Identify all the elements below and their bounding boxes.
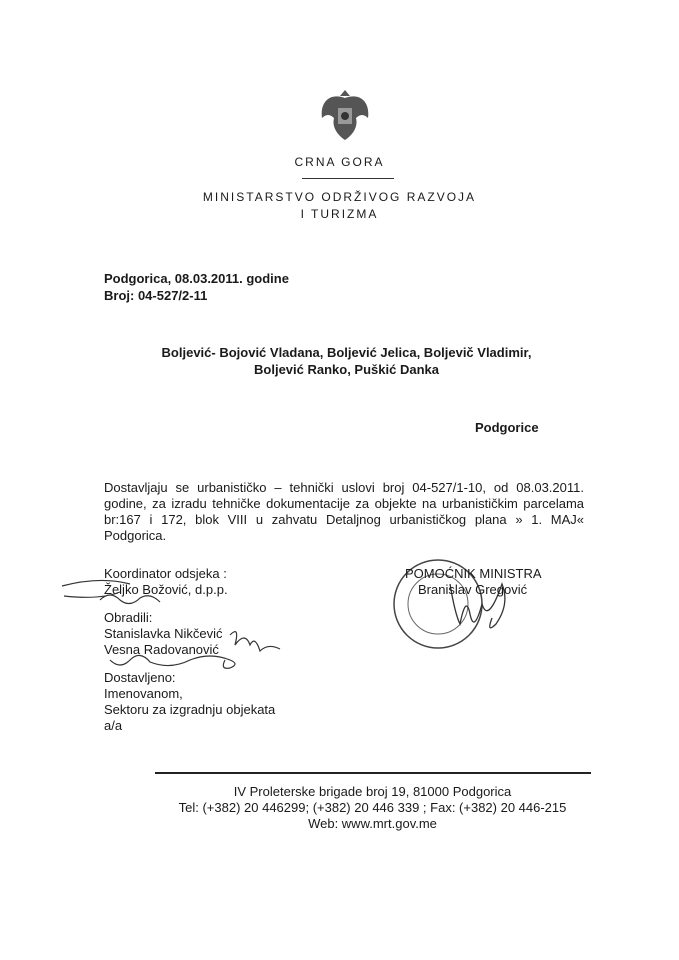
coordinator-name: Željko Božović, d.p.p. bbox=[104, 582, 228, 597]
coordinator-label: Koordinator odsjeka : bbox=[104, 566, 227, 581]
delivered-label: Dostavljeno: bbox=[104, 670, 176, 685]
place-date: Podgorica, 08.03.2011. godine bbox=[104, 271, 289, 286]
recipients-city: Podgorice bbox=[475, 420, 539, 435]
document-number: Broj: 04-527/2-11 bbox=[104, 288, 208, 303]
recipients-line1: Boljević- Bojović Vladana, Boljević Jelica, Boljevič Vladimir, bbox=[161, 345, 532, 360]
body-line-1: Dostavljaju se urbanističko – tehnički uslovi broj 04-527/1-10, od 08.03.2011. bbox=[104, 480, 584, 495]
delivered-3: a/a bbox=[104, 718, 123, 733]
footer-phones: Tel: (+382) 20 446299; (+382) 20 446 339 ; Fax: (+382) 20 446-215 bbox=[178, 800, 567, 815]
footer-web: Web: www.mrt.gov.me bbox=[308, 816, 437, 831]
coat-of-arms-emblem bbox=[318, 84, 372, 144]
ministry-name-line1: MINISTARSTVO ODRŽIVOG RAZVOJA bbox=[202, 190, 477, 204]
body-line-2: godine, za izradu tehničke dokumentacije za objekte na urbanističkim parcelama bbox=[104, 496, 584, 511]
header-divider bbox=[302, 178, 394, 179]
delivered-1: Imenovanom, bbox=[104, 686, 183, 701]
recipients-line2: Boljević Ranko, Puškić Danka bbox=[254, 362, 439, 377]
assistant-name: Branislav Gregović bbox=[418, 582, 528, 597]
body-line-3: br:167 i 172, blok VIII u zahvatu Detaljnog urbanističkog plana » 1. MAJ« Podgorica. bbox=[104, 512, 584, 543]
country-name: CRNA GORA bbox=[294, 155, 385, 169]
ministry-name-line2: I TURIZMA bbox=[300, 207, 379, 221]
processed-name-2: Vesna Radovanović bbox=[104, 642, 219, 657]
delivered-2: Sektoru za izgradnju objekata bbox=[104, 702, 276, 717]
footer-address: IV Proleterske brigade broj 19, 81000 Podgorica bbox=[233, 784, 512, 799]
assistant-title: POMOĆNIK MINISTRA bbox=[405, 566, 542, 581]
signature-coordinator bbox=[60, 570, 180, 610]
processed-name-1: Stanislavka Nikčević bbox=[104, 626, 223, 641]
processed-label: Obradili: bbox=[104, 610, 153, 625]
footer-divider bbox=[155, 772, 591, 774]
signature-processed bbox=[100, 615, 290, 670]
